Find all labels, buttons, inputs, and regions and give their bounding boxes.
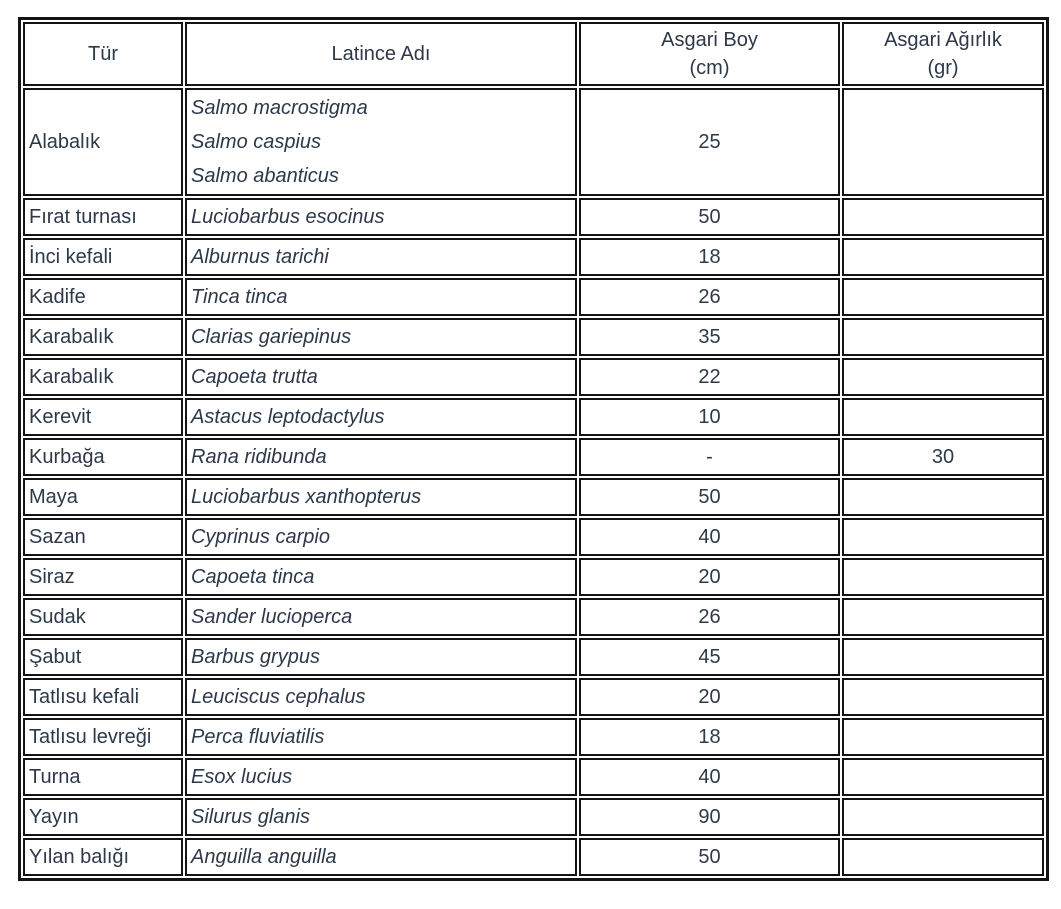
table-row [23,598,1044,636]
latin-name-line: Esox lucius [191,766,293,788]
latin-name-cell [185,678,577,716]
min-length-cell: 26 [579,278,840,316]
min-length-cell: 10 [579,398,840,436]
min-length-cell: 45 [579,638,840,676]
header-min-length-unit: (cm) [689,57,730,79]
species-cell: Alabalık [23,88,183,196]
min-weight-cell: 30 [842,438,1044,476]
latin-name-line: Silurus glanis [191,806,310,828]
min-length-cell: 50 [579,838,840,876]
table-row [23,438,1044,476]
table-row [23,838,1044,876]
min-weight-cell [842,638,1044,676]
species-cell: Maya [23,478,183,516]
latin-name-line: Astacus leptodactylus [191,406,385,428]
species-cell: Karabalık [23,358,183,396]
min-weight-cell [842,758,1044,796]
latin-name-line: Capoeta tinca [191,566,315,588]
header-species [23,22,183,86]
table-row [23,358,1044,396]
latin-name-line: Salmo macrostigma [191,97,368,119]
table-header [23,22,1044,86]
latin-name-line: Tinca tinca [191,286,288,308]
min-weight-cell [842,238,1044,276]
table-row [23,518,1044,556]
min-weight-cell [842,318,1044,356]
min-length-cell: 18 [579,718,840,756]
latin-name-cell [185,238,577,276]
latin-name-cell [185,438,577,476]
latin-name-cell [185,838,577,876]
min-length-cell: 50 [579,198,840,236]
latin-name-cell [185,198,577,236]
latin-name-line: Sander lucioperca [191,606,353,628]
min-length-cell: 40 [579,758,840,796]
min-length-cell: 18 [579,238,840,276]
latin-name-cell [185,88,577,196]
min-weight-cell [842,198,1044,236]
min-length-cell: 35 [579,318,840,356]
min-length-cell: 22 [579,358,840,396]
latin-name-cell [185,358,577,396]
table-row [23,478,1044,516]
header-min-weight-label: Asgari Ağırlık [884,29,1002,51]
table-row [23,638,1044,676]
header-latin-name [185,22,577,86]
latin-name-cell [185,638,577,676]
table-row [23,558,1044,596]
species-cell: Sazan [23,518,183,556]
latin-name-cell [185,318,577,356]
min-weight-cell [842,558,1044,596]
table-row [23,398,1044,436]
latin-name-cell [185,398,577,436]
species-cell: Sudak [23,598,183,636]
min-weight-cell [842,598,1044,636]
min-weight-cell [842,88,1044,196]
min-length-cell: 90 [579,798,840,836]
latin-name-line: Salmo abanticus [191,165,339,187]
latin-name-line: Capoeta trutta [191,366,318,388]
table-row [23,318,1044,356]
latin-name-line: Clarias gariepinus [191,326,352,348]
table-row [23,758,1044,796]
table-row [23,198,1044,236]
min-length-cell: 25 [579,88,840,196]
table-row [23,88,1044,196]
min-length-cell: - [579,438,840,476]
table-row [23,678,1044,716]
latin-name-cell [185,798,577,836]
latin-name-cell [185,278,577,316]
min-weight-cell [842,678,1044,716]
header-min-weight-unit: (gr) [927,57,959,79]
species-cell: İnci kefali [23,238,183,276]
header-latin-name-label: Latince Adı [331,43,431,65]
species-cell: Şabut [23,638,183,676]
latin-name-cell [185,718,577,756]
species-cell: Fırat turnası [23,198,183,236]
latin-name-line: Luciobarbus xanthopterus [191,486,422,508]
table-row [23,798,1044,836]
species-cell: Kerevit [23,398,183,436]
species-cell: Siraz [23,558,183,596]
min-weight-cell [842,478,1044,516]
min-weight-cell [842,398,1044,436]
species-cell: Yılan balığı [23,838,183,876]
table-body [23,88,1044,876]
header-row [23,22,1044,86]
fish-size-limits-table [18,17,1049,881]
species-cell: Turna [23,758,183,796]
latin-name-line: Leuciscus cephalus [191,686,366,708]
table-row [23,238,1044,276]
latin-name-line: Barbus grypus [191,646,320,668]
species-cell: Tatlısu kefali [23,678,183,716]
min-weight-cell [842,838,1044,876]
table-row [23,278,1044,316]
header-min-length-label: Asgari Boy [661,29,758,51]
latin-name-cell [185,478,577,516]
latin-name-cell [185,758,577,796]
min-weight-cell [842,518,1044,556]
min-length-cell: 20 [579,558,840,596]
latin-name-line: Luciobarbus esocinus [191,206,385,228]
min-weight-cell [842,358,1044,396]
min-weight-cell [842,278,1044,316]
min-weight-cell [842,718,1044,756]
min-length-cell: 50 [579,478,840,516]
table-row [23,718,1044,756]
species-cell: Kurbağa [23,438,183,476]
latin-name-line: Salmo caspius [191,131,322,153]
latin-name-cell [185,518,577,556]
header-species-label: Tür [88,43,118,65]
latin-name-line: Anguilla anguilla [191,846,337,868]
min-length-cell: 26 [579,598,840,636]
latin-name-cell [185,598,577,636]
latin-name-line: Perca fluviatilis [191,726,325,748]
species-cell: Kadife [23,278,183,316]
min-length-cell: 20 [579,678,840,716]
latin-name-line: Rana ridibunda [191,446,327,468]
latin-name-line: Cyprinus carpio [191,526,330,548]
latin-name-cell [185,558,577,596]
latin-name-line: Alburnus tarichi [191,246,329,268]
species-cell: Karabalık [23,318,183,356]
species-cell: Tatlısu levreği [23,718,183,756]
header-min-weight [842,22,1044,86]
min-weight-cell [842,798,1044,836]
min-length-cell: 40 [579,518,840,556]
header-min-length [579,22,840,86]
species-cell: Yayın [23,798,183,836]
